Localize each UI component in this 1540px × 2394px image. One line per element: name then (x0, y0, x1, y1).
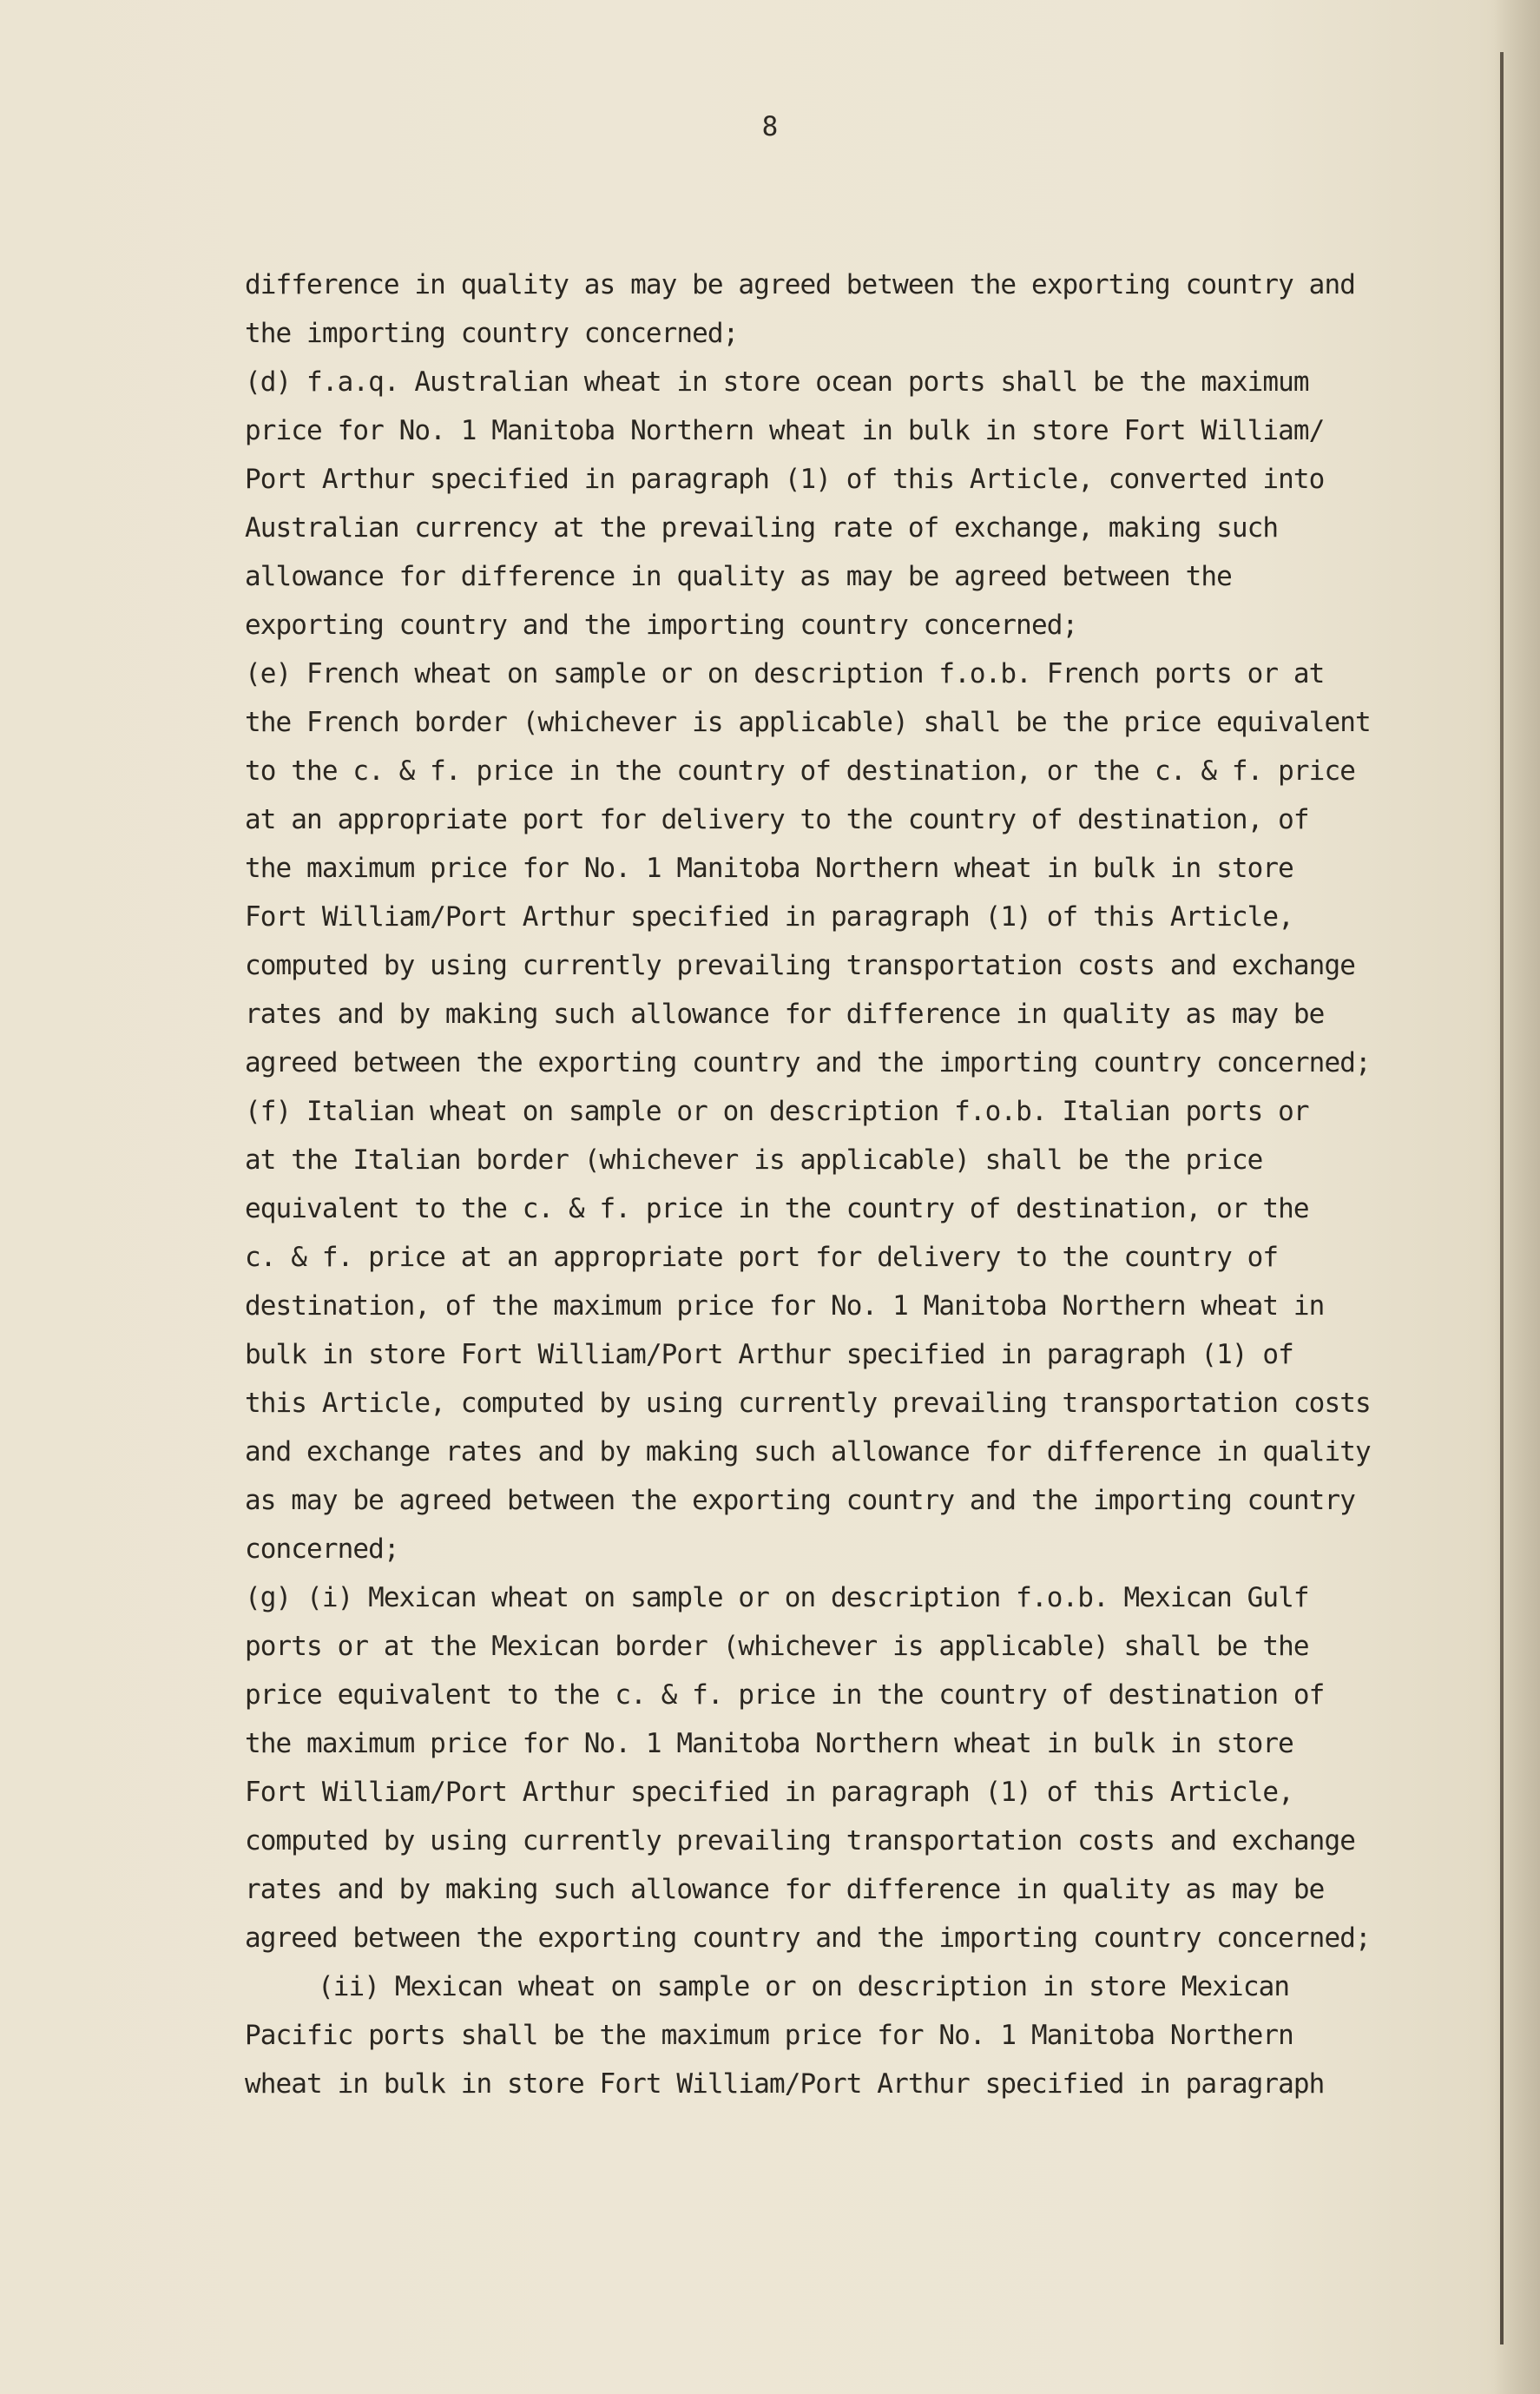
text-line: the maximum price for No. 1 Manitoba Northern wheat in bulk in store (245, 853, 1293, 884)
text-line: Fort William/Port Arthur specified in paragraph (1) of this Article, (245, 901, 1293, 933)
text-line: difference in quality as may be agreed between the exporting country and (245, 269, 1355, 300)
text-line: computed by using currently prevailing transportation costs and exchange (245, 1825, 1355, 1857)
text-line: at an appropriate port for delivery to the country of destination, of (245, 804, 1309, 835)
text-line: (e) French wheat on sample or on description f.o.b. French ports or at (245, 658, 1325, 689)
text-line: Australian currency at the prevailing rate of exchange, making such (245, 512, 1279, 544)
text-line: the importing country concerned; (245, 318, 739, 349)
text-line: at the Italian border (whichever is applicable) shall be the price (245, 1144, 1263, 1176)
text-line: and exchange rates and by making such allowance for difference in quality (245, 1436, 1371, 1467)
text-line: destination, of the maximum price for No. 1 Manitoba Northern wheat in (245, 1290, 1325, 1322)
text-line: rates and by making such allowance for difference in quality as may be (245, 999, 1325, 1030)
text-line: (g) (i) Mexican wheat on sample or on description f.o.b. Mexican Gulf (245, 1582, 1309, 1613)
text-line: this Article, computed by using currently prevailing transportation costs (245, 1388, 1371, 1419)
text-line: agreed between the exporting country and the importing country concerned; (245, 1047, 1371, 1078)
text-line: Fort William/Port Arthur specified in paragraph (1) of this Article, (245, 1777, 1293, 1808)
text-line: price for No. 1 Manitoba Northern wheat in bulk in store Fort William/ (245, 415, 1325, 446)
text-line: as may be agreed between the exporting country and the importing country (245, 1485, 1355, 1516)
text-line: rates and by making such allowance for difference in quality as may be (245, 1874, 1325, 1905)
text-line: Pacific ports shall be the maximum price for No. 1 Manitoba Northern (245, 2020, 1293, 2051)
text-line: the maximum price for No. 1 Manitoba Northern wheat in bulk in store (245, 1728, 1293, 1759)
page-number: 8 (761, 111, 779, 142)
text-line: the French border (whichever is applicable) shall be the price equivalent (245, 707, 1371, 738)
text-line: Port Arthur specified in paragraph (1) of this Article, converted into (245, 464, 1325, 495)
text-line: computed by using currently prevailing transportation costs and exchange (245, 950, 1355, 981)
text-line-indented: (ii) Mexican wheat on sample or on description in store Mexican (318, 1971, 1290, 2002)
text-line: to the c. & f. price in the country of destination, or the c. & f. price (245, 755, 1355, 787)
text-line: bulk in store Fort William/Port Arthur specified in paragraph (1) of (245, 1339, 1293, 1370)
text-line: c. & f. price at an appropriate port for delivery to the country of (245, 1242, 1279, 1273)
text-line: agreed between the exporting country and the importing country concerned; (245, 1922, 1371, 1954)
text-line: price equivalent to the c. & f. price in the country of destination of (245, 1679, 1325, 1711)
text-line: equivalent to the c. & f. price in the country of destination, or the (245, 1193, 1309, 1224)
text-line: wheat in bulk in store Fort William/Port Arthur specified in paragraph (245, 2068, 1325, 2100)
body-text (245, 261, 1460, 2108)
text-line: ports or at the Mexican border (whichever is applicable) shall be the (245, 1631, 1309, 1662)
text-line: concerned; (245, 1533, 399, 1565)
text-line: (d) f.a.q. Australian wheat in store ocean ports shall be the maximum (245, 366, 1309, 398)
binding-edge-line (1500, 52, 1504, 2345)
text-line: (f) Italian wheat on sample or on description f.o.b. Italian ports or (245, 1096, 1309, 1127)
text-line: exporting country and the importing country concerned; (245, 610, 1078, 641)
text-line: allowance for difference in quality as may be agreed between the (245, 561, 1232, 592)
